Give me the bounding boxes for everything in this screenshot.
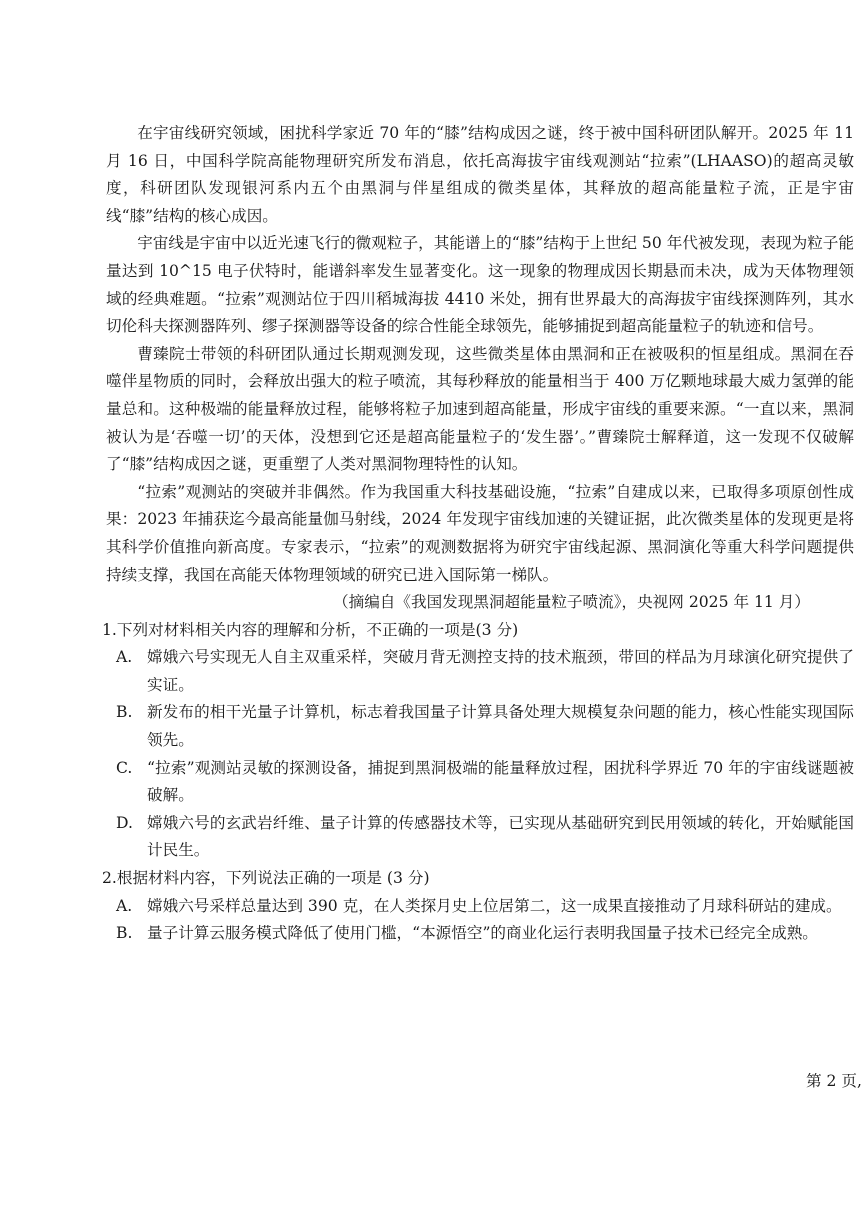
- option-letter: D.: [116, 813, 133, 832]
- article-paragraph-3: 曹臻院士带领的科研团队通过长期观测发现，这些微类星体由黑洞和正在被吸积的恒星组成。黑洞在吞噬伴星物质的同时，会释放出强大的粒子喷流，其每秒释放的能量相当于 400 万亿颗地球最大威力氢弹的能量总和。这种极端的能量释放过程，能够将粒子加速到超高能量，形成宇宙线的重要来源。“一直以来，黑洞被认为是‘吞噬一切’的天体，没想到它还是超高能量粒子的‘发生器’。”曹臻院士解释道，这一发现不仅破解了“膝”结构成因之谜，更重塑了人类对黑洞物理特性的认知。: [106, 344, 854, 474]
- option-text: 量子计算云服务模式降低了使用门槛，“本源悟空”的商业化运行表明我国量子技术已经完全成熟。: [147, 924, 818, 943]
- option-text: “拉索”观测站灵敏的探测设备，捕捉到黑洞极端的能量释放过程，困扰科学界近 70 年的宇宙线谜题被破解。: [147, 758, 854, 805]
- question-2-option-a: [106, 893, 854, 921]
- article-source: （摘编自《我国发现黑洞超能量粒子喷流》，央视网 2025 年 11 月）: [333, 593, 810, 612]
- option-letter: C.: [116, 758, 133, 777]
- option-text: 嫦娥六号的玄武岩纤维、量子计算的传感器技术等，已实现从基础研究到民用领域的转化，开始赋能国计民生。: [147, 813, 854, 860]
- option-text: 嫦娥六号实现无人自主双重采样，突破月背无测控支持的技术瓶颈，带回的样品为月球演化研究提供了实证。: [147, 648, 854, 694]
- option-text: 嫦娥六号采样总量达到 390 克，在人类探月史上位居第二，这一成果直接推动了月球科研站的建成。: [147, 896, 842, 915]
- question-1-option-b: [106, 699, 854, 754]
- document-page: [102, 120, 854, 948]
- option-text: 新发布的相干光量子计算机，标志着我国量子计算具备处理大规模复杂问题的能力，核心性能实现国际领先。: [147, 703, 854, 750]
- article-paragraph-2: 宇宙线是宇宙中以近光速飞行的微观粒子，其能谱上的“膝”结构于上世纪 50 年代被发现，表现为粒子能量达到 10^15 电子伏特时，能谱斜率发生显著变化。这一现象的物理成因长期悬而未决，成为天体物理领域的经典难题。“拉索”观测站位于四川稻城海拔 4410 米处，拥有世界最大的高海拔宇宙线探测阵列，其水切伦科夫探测器阵列、缪子探测器等设备的综合性能全球领先，能够捕捉到超高能量粒子的轨迹和信号。: [106, 234, 854, 336]
- question-1-option-c: [106, 755, 854, 810]
- article-paragraph-1: 在宇宙线研究领域，困扰科学家近 70 年的“膝”结构成因之谜，终于被中国科研团队解开。2025 年 11 月 16 日，中国科学院高能物理研究所发布消息，依托高海拔宇宙线观测站“拉索”(LHAASO)的超高灵敏度，科研团队发现银河系内五个由黑洞与伴星组成的微类星体，其释放的超高能量粒子流，正是宇宙线“膝”结构的核心成因。: [106, 124, 854, 225]
- question-1-stem: 1.下列对材料相关内容的理解和分析，不正确的一项是(3 分): [102, 620, 519, 639]
- option-letter: B.: [116, 924, 133, 943]
- question-1: [102, 617, 854, 865]
- page-number: 第 2 页,: [806, 1072, 862, 1090]
- article-paragraph-4: “拉索”观测站的突破并非偶然。作为我国重大科技基础设施，“拉索”自建成以来，已取得多项原创性成果：2023 年捕获迄今最高能量伽马射线，2024 年发现宇宙线加速的关键证据，此次微类星体的发现更是将其科学价值推向新高度。专家表示，“拉索”的观测数据将为研究宇宙线起源、黑洞演化等重大科学问题提供持续支撑，我国在高能天体物理领域的研究已进入国际第一梯队。: [106, 482, 854, 584]
- option-letter: A.: [116, 648, 133, 667]
- question-2-stem: 2.根据材料内容，下列说法正确的一项是 (3 分): [102, 869, 430, 888]
- article-body: [106, 120, 854, 617]
- question-2-option-b: [106, 920, 854, 948]
- option-letter: B.: [116, 703, 133, 722]
- question-2: [102, 865, 854, 948]
- question-1-option-a: [106, 644, 854, 699]
- option-letter: A.: [116, 896, 133, 915]
- question-1-option-d: [106, 810, 854, 865]
